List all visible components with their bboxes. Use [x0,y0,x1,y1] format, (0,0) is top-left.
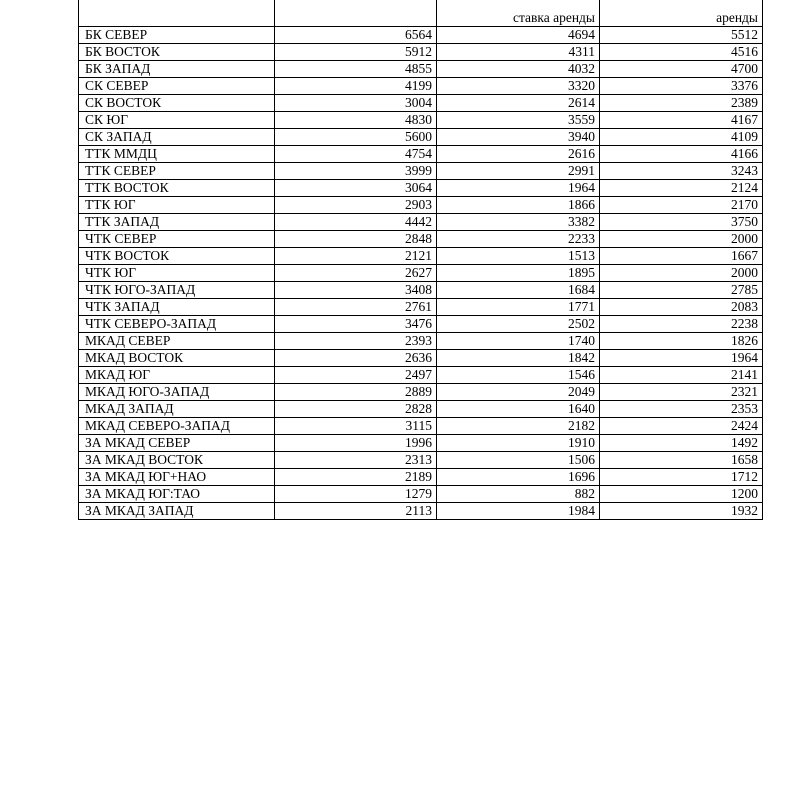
value-cell-1: 1996 [275,435,437,452]
value-cell-1: 3476 [275,316,437,333]
value-cell-3: 1658 [600,452,763,469]
table-row [79,401,763,418]
zone-name-cell: БК СЕВЕР [79,27,275,44]
zone-name-cell: ЧТК СЕВЕРО-ЗАПАД [79,316,275,333]
zone-name-cell: МКАД ВОСТОК [79,350,275,367]
value-cell-1: 2113 [275,503,437,520]
table-row [79,282,763,299]
zone-name-cell: ЧТК СЕВЕР [79,231,275,248]
table-row [79,44,763,61]
table-row [79,265,763,282]
value-cell-3: 1492 [600,435,763,452]
zone-name-cell: СК ЮГ [79,112,275,129]
zone-name-cell: МКАД ЮГО-ЗАПАД [79,384,275,401]
zone-name-cell: ЧТК ЮГО-ЗАПАД [79,282,275,299]
value-cell-3: 1964 [600,350,763,367]
value-cell-3: 1932 [600,503,763,520]
value-cell-3: 2785 [600,282,763,299]
zone-name-cell: ТТК ЗАПАД [79,214,275,231]
zone-name-cell: МКАД СЕВЕРО-ЗАПАД [79,418,275,435]
value-cell-1: 4855 [275,61,437,78]
value-cell-2: 1895 [437,265,600,282]
column-header-value-2: ставка аренды [437,0,600,27]
zone-name-cell: ЧТК ЗАПАД [79,299,275,316]
value-cell-3: 2424 [600,418,763,435]
value-cell-2: 4311 [437,44,600,61]
value-cell-1: 2497 [275,367,437,384]
column-header-value-1 [275,0,437,27]
value-cell-2: 2502 [437,316,600,333]
table-header-row [79,0,763,27]
rent-table-container [78,0,762,520]
value-cell-3: 2083 [600,299,763,316]
zone-name-cell: ЧТК ЮГ [79,265,275,282]
zone-name-cell: МКАД ЮГ [79,367,275,384]
value-cell-3: 3376 [600,78,763,95]
value-cell-2: 2616 [437,146,600,163]
value-cell-1: 5912 [275,44,437,61]
table-row [79,418,763,435]
value-cell-3: 1667 [600,248,763,265]
value-cell-1: 3004 [275,95,437,112]
value-cell-1: 2848 [275,231,437,248]
table-row [79,180,763,197]
value-cell-1: 2189 [275,469,437,486]
zone-name-cell: ЗА МКАД СЕВЕР [79,435,275,452]
value-cell-1: 3408 [275,282,437,299]
zone-name-cell: ТТК СЕВЕР [79,163,275,180]
value-cell-3: 4700 [600,61,763,78]
zone-name-cell: ЗА МКАД ЮГ+НАО [79,469,275,486]
zone-name-cell: ЗА МКАД ЗАПАД [79,503,275,520]
table-row [79,367,763,384]
value-cell-2: 3320 [437,78,600,95]
value-cell-2: 2233 [437,231,600,248]
zone-name-cell: ТТК ЮГ [79,197,275,214]
table-row [79,350,763,367]
value-cell-2: 1771 [437,299,600,316]
zone-name-cell: ЧТК ВОСТОК [79,248,275,265]
zone-name-cell: БК ЗАПАД [79,61,275,78]
value-cell-1: 6564 [275,27,437,44]
value-cell-2: 1866 [437,197,600,214]
table-row [79,112,763,129]
value-cell-2: 1910 [437,435,600,452]
value-cell-2: 3382 [437,214,600,231]
value-cell-1: 4199 [275,78,437,95]
value-cell-1: 2627 [275,265,437,282]
value-cell-3: 2353 [600,401,763,418]
zone-name-cell: МКАД ЗАПАД [79,401,275,418]
table-row [79,27,763,44]
zone-name-cell: ЗА МКАД ВОСТОК [79,452,275,469]
value-cell-2: 1513 [437,248,600,265]
value-cell-3: 1712 [600,469,763,486]
table-row [79,452,763,469]
value-cell-2: 882 [437,486,600,503]
table-row [79,469,763,486]
value-cell-2: 4694 [437,27,600,44]
value-cell-3: 4516 [600,44,763,61]
value-cell-3: 2389 [600,95,763,112]
value-cell-2: 2614 [437,95,600,112]
value-cell-2: 4032 [437,61,600,78]
value-cell-1: 2903 [275,197,437,214]
zone-name-cell: СК СЕВЕР [79,78,275,95]
table-row [79,197,763,214]
table-row [79,231,763,248]
value-cell-3: 4109 [600,129,763,146]
table-row [79,486,763,503]
table-row [79,299,763,316]
table-row [79,61,763,78]
value-cell-1: 3115 [275,418,437,435]
value-cell-2: 1546 [437,367,600,384]
value-cell-3: 3750 [600,214,763,231]
value-cell-1: 2313 [275,452,437,469]
value-cell-1: 5600 [275,129,437,146]
value-cell-2: 3940 [437,129,600,146]
table-row [79,163,763,180]
value-cell-1: 4754 [275,146,437,163]
table-row [79,95,763,112]
table-row [79,146,763,163]
zone-name-cell: МКАД СЕВЕР [79,333,275,350]
value-cell-1: 2889 [275,384,437,401]
value-cell-2: 2049 [437,384,600,401]
value-cell-3: 2170 [600,197,763,214]
table-body [79,27,763,520]
table-row [79,384,763,401]
value-cell-2: 1842 [437,350,600,367]
value-cell-1: 1279 [275,486,437,503]
value-cell-1: 2393 [275,333,437,350]
table-row [79,435,763,452]
value-cell-1: 2636 [275,350,437,367]
column-header-value-3: аренды [600,0,763,27]
table-row [79,129,763,146]
value-cell-1: 2121 [275,248,437,265]
value-cell-2: 1640 [437,401,600,418]
value-cell-2: 1740 [437,333,600,350]
rent-rates-table [78,0,763,520]
value-cell-2: 2182 [437,418,600,435]
zone-name-cell: СК ЗАПАД [79,129,275,146]
zone-name-cell: БК ВОСТОК [79,44,275,61]
value-cell-1: 2828 [275,401,437,418]
value-cell-3: 2000 [600,231,763,248]
value-cell-2: 1684 [437,282,600,299]
value-cell-1: 2761 [275,299,437,316]
value-cell-2: 1696 [437,469,600,486]
value-cell-3: 1826 [600,333,763,350]
value-cell-3: 4167 [600,112,763,129]
value-cell-3: 2321 [600,384,763,401]
value-cell-2: 3559 [437,112,600,129]
value-cell-3: 5512 [600,27,763,44]
value-cell-2: 1964 [437,180,600,197]
value-cell-1: 3999 [275,163,437,180]
table-row [79,316,763,333]
value-cell-2: 1506 [437,452,600,469]
table-row [79,214,763,231]
value-cell-1: 4830 [275,112,437,129]
table-row [79,248,763,265]
zone-name-cell: СК ВОСТОК [79,95,275,112]
table-row [79,333,763,350]
value-cell-3: 2141 [600,367,763,384]
column-header-zone [79,0,275,27]
value-cell-3: 4166 [600,146,763,163]
table-row [79,78,763,95]
value-cell-3: 2238 [600,316,763,333]
value-cell-3: 1200 [600,486,763,503]
zone-name-cell: ЗА МКАД ЮГ:ТАО [79,486,275,503]
table-row [79,503,763,520]
zone-name-cell: ТТК ВОСТОК [79,180,275,197]
value-cell-1: 3064 [275,180,437,197]
value-cell-3: 2124 [600,180,763,197]
value-cell-3: 2000 [600,265,763,282]
zone-name-cell: ТТК ММДЦ [79,146,275,163]
value-cell-2: 1984 [437,503,600,520]
value-cell-1: 4442 [275,214,437,231]
value-cell-3: 3243 [600,163,763,180]
value-cell-2: 2991 [437,163,600,180]
